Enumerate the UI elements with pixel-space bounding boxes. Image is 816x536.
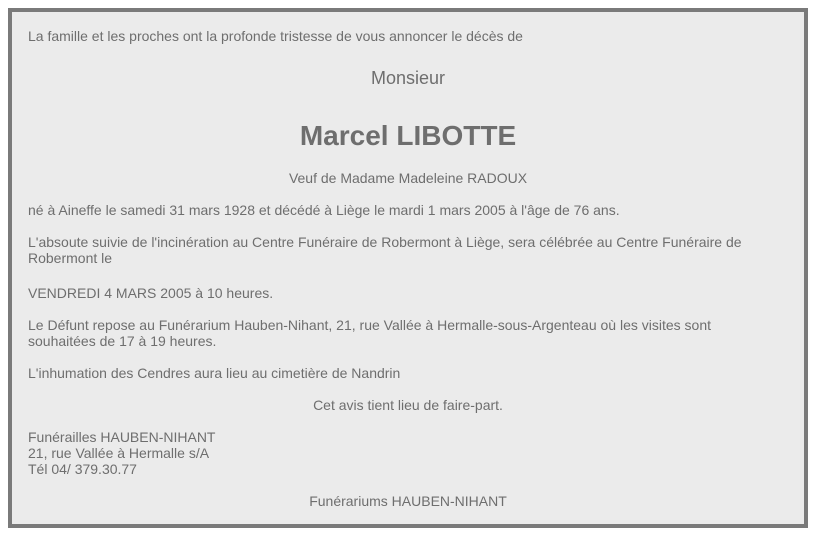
spouse-line: Veuf de Madame Madeleine RADOUX — [288, 170, 528, 186]
deceased-name: Marcel LIBOTTE — [299, 120, 517, 151]
birth-death-line: né à Aineffe le samedi 31 mars 1928 et décédé à Liège le mardi 1 mars 2005 à l'âge de 76 ans. — [28, 202, 620, 218]
ceremony-date: VENDREDI 4 MARS 2005 à 10 heures. — [28, 285, 274, 301]
civility-title: Monsieur — [370, 68, 446, 88]
funeral-home-phone: Tél 04/ 379.30.77 — [28, 461, 137, 477]
ceremony-text: L'absoute suivie de l'incinération au Centre Funéraire de Robermont à Liège, sera célébrée au Centre Funéraire de Robermont le — [28, 234, 742, 266]
visitation-line-1: Le Défunt repose au Funérarium Hauben-Nihant, 21, rue Vallée à Hermalle-sous-Argenteau où les visites sont — [28, 317, 711, 333]
funeral-home-name: Funérailles HAUBEN-NIHANT — [28, 429, 216, 445]
funeral-home-address: 21, rue Vallée à Hermalle s/A — [28, 445, 210, 461]
faire-part-notice: Cet avis tient lieu de faire-part. — [313, 397, 503, 413]
intro-text: La famille et les proches ont la profonde tristesse de vous annoncer le décès de — [28, 28, 523, 44]
footer-signature: Funérariums HAUBEN-NIHANT — [309, 493, 507, 509]
obituary-notice — [8, 8, 808, 528]
visitation-line-2: souhaitées de 17 à 19 heures. — [28, 333, 217, 349]
burial-text: L'inhumation des Cendres aura lieu au cimetière de Nandrin — [28, 365, 401, 381]
